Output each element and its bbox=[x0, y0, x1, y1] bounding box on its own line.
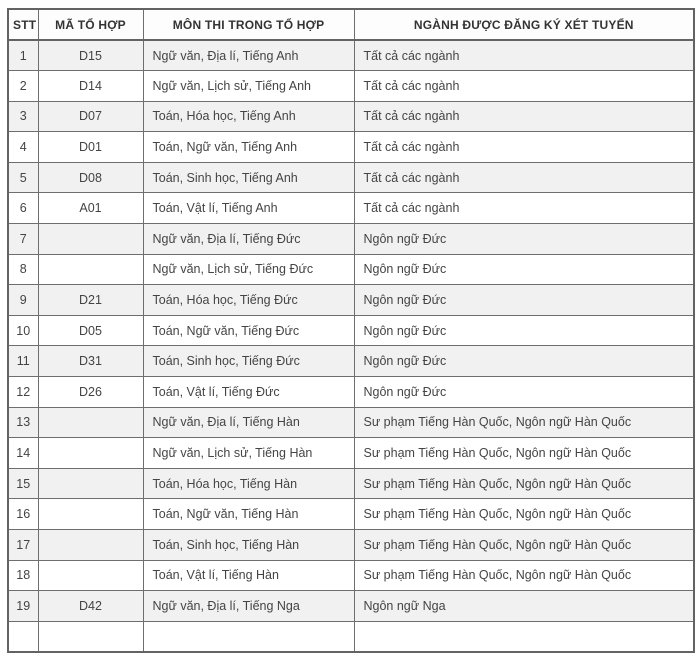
cell-subjects bbox=[143, 621, 354, 652]
cell-majors: Ngôn ngữ Đức bbox=[354, 254, 694, 285]
header-row bbox=[8, 9, 694, 40]
cell-stt: 9 bbox=[8, 285, 38, 316]
cell-subjects: Ngữ văn, Địa lí, Tiếng Nga bbox=[143, 591, 354, 622]
cell-stt: 7 bbox=[8, 224, 38, 255]
cell-combo-code: A01 bbox=[38, 193, 143, 224]
cell-subjects: Ngữ văn, Lịch sử, Tiếng Đức bbox=[143, 254, 354, 285]
cell-combo-code: D08 bbox=[38, 162, 143, 193]
table-row bbox=[8, 315, 694, 346]
table-row bbox=[8, 468, 694, 499]
cell-subjects: Toán, Sinh học, Tiếng Đức bbox=[143, 346, 354, 377]
cell-majors: Tất cả các ngành bbox=[354, 40, 694, 71]
cell-subjects: Ngữ văn, Lịch sử, Tiếng Hàn bbox=[143, 438, 354, 469]
cell-stt: 14 bbox=[8, 438, 38, 469]
cell-combo-code: D01 bbox=[38, 132, 143, 163]
table-row bbox=[8, 591, 694, 622]
cell-majors: Tất cả các ngành bbox=[354, 193, 694, 224]
cell-majors: Sư phạm Tiếng Hàn Quốc, Ngôn ngữ Hàn Quốc bbox=[354, 530, 694, 561]
cell-majors: Sư phạm Tiếng Hàn Quốc, Ngôn ngữ Hàn Quốc bbox=[354, 499, 694, 530]
cell-subjects: Toán, Ngữ văn, Tiếng Hàn bbox=[143, 499, 354, 530]
cell-stt: 17 bbox=[8, 530, 38, 561]
cell-stt: 4 bbox=[8, 132, 38, 163]
col-header-subjects: MÔN THI TRONG TỔ HỢP bbox=[143, 9, 354, 40]
cell-stt bbox=[8, 621, 38, 652]
col-header-majors: NGÀNH ĐƯỢC ĐĂNG KÝ XÉT TUYỂN bbox=[354, 9, 694, 40]
cell-combo-code bbox=[38, 468, 143, 499]
cell-subjects: Toán, Ngữ văn, Tiếng Đức bbox=[143, 315, 354, 346]
cell-stt: 5 bbox=[8, 162, 38, 193]
cell-majors: Tất cả các ngành bbox=[354, 71, 694, 102]
cell-subjects: Toán, Hóa học, Tiếng Đức bbox=[143, 285, 354, 316]
cell-majors: Ngôn ngữ Đức bbox=[354, 377, 694, 408]
cell-stt: 16 bbox=[8, 499, 38, 530]
cell-majors bbox=[354, 621, 694, 652]
cell-combo-code: D14 bbox=[38, 71, 143, 102]
cell-majors: Sư phạm Tiếng Hàn Quốc, Ngôn ngữ Hàn Quốc bbox=[354, 407, 694, 438]
cell-combo-code bbox=[38, 224, 143, 255]
cell-subjects: Ngữ văn, Địa lí, Tiếng Anh bbox=[143, 40, 354, 71]
cell-majors: Ngôn ngữ Đức bbox=[354, 346, 694, 377]
cell-stt: 11 bbox=[8, 346, 38, 377]
cell-stt: 8 bbox=[8, 254, 38, 285]
cell-combo-code: D05 bbox=[38, 315, 143, 346]
table-row bbox=[8, 162, 694, 193]
cell-combo-code: D26 bbox=[38, 377, 143, 408]
cell-majors: Ngôn ngữ Đức bbox=[354, 224, 694, 255]
cell-majors: Sư phạm Tiếng Hàn Quốc, Ngôn ngữ Hàn Quốc bbox=[354, 438, 694, 469]
cell-combo-code bbox=[38, 621, 143, 652]
table-row bbox=[8, 560, 694, 591]
table-row bbox=[8, 193, 694, 224]
cell-combo-code: D42 bbox=[38, 591, 143, 622]
col-header-stt: STT bbox=[8, 9, 38, 40]
cell-subjects: Toán, Sinh học, Tiếng Hàn bbox=[143, 530, 354, 561]
cell-combo-code bbox=[38, 438, 143, 469]
cell-stt: 1 bbox=[8, 40, 38, 71]
cell-combo-code bbox=[38, 499, 143, 530]
cell-combo-code bbox=[38, 530, 143, 561]
table-row bbox=[8, 71, 694, 102]
cell-subjects: Ngữ văn, Địa lí, Tiếng Đức bbox=[143, 224, 354, 255]
cell-subjects: Toán, Vật lí, Tiếng Anh bbox=[143, 193, 354, 224]
cell-subjects: Toán, Vật lí, Tiếng Đức bbox=[143, 377, 354, 408]
admission-combinations-table bbox=[7, 8, 695, 653]
table-row bbox=[8, 407, 694, 438]
cell-combo-code: D21 bbox=[38, 285, 143, 316]
cell-subjects: Toán, Vật lí, Tiếng Hàn bbox=[143, 560, 354, 591]
cell-stt: 6 bbox=[8, 193, 38, 224]
table-row bbox=[8, 254, 694, 285]
cell-majors: Sư phạm Tiếng Hàn Quốc, Ngôn ngữ Hàn Quốc bbox=[354, 560, 694, 591]
cell-majors: Tất cả các ngành bbox=[354, 132, 694, 163]
table-row bbox=[8, 377, 694, 408]
table-row bbox=[8, 40, 694, 71]
table-row bbox=[8, 346, 694, 377]
table-row bbox=[8, 438, 694, 469]
cell-majors: Tất cả các ngành bbox=[354, 101, 694, 132]
cell-stt: 19 bbox=[8, 591, 38, 622]
cell-subjects: Toán, Hóa học, Tiếng Anh bbox=[143, 101, 354, 132]
cell-subjects: Toán, Ngữ văn, Tiếng Anh bbox=[143, 132, 354, 163]
table-row bbox=[8, 285, 694, 316]
cell-stt: 15 bbox=[8, 468, 38, 499]
table-row bbox=[8, 224, 694, 255]
cell-subjects: Toán, Sinh học, Tiếng Anh bbox=[143, 162, 354, 193]
table-body bbox=[8, 40, 694, 652]
cell-stt: 10 bbox=[8, 315, 38, 346]
cell-combo-code bbox=[38, 254, 143, 285]
cell-stt: 13 bbox=[8, 407, 38, 438]
cell-combo-code bbox=[38, 560, 143, 591]
cell-stt: 2 bbox=[8, 71, 38, 102]
cell-subjects: Ngữ văn, Lịch sử, Tiếng Anh bbox=[143, 71, 354, 102]
cell-stt: 3 bbox=[8, 101, 38, 132]
cell-combo-code bbox=[38, 407, 143, 438]
cell-stt: 18 bbox=[8, 560, 38, 591]
cell-majors: Tất cả các ngành bbox=[354, 162, 694, 193]
cell-combo-code: D07 bbox=[38, 101, 143, 132]
cell-combo-code: D15 bbox=[38, 40, 143, 71]
table-row bbox=[8, 499, 694, 530]
table-row bbox=[8, 530, 694, 561]
table-row bbox=[8, 132, 694, 163]
cell-stt: 12 bbox=[8, 377, 38, 408]
cell-combo-code: D31 bbox=[38, 346, 143, 377]
cell-majors: Ngôn ngữ Nga bbox=[354, 591, 694, 622]
cell-majors: Ngôn ngữ Đức bbox=[354, 285, 694, 316]
cell-majors: Sư phạm Tiếng Hàn Quốc, Ngôn ngữ Hàn Quốc bbox=[354, 468, 694, 499]
cell-subjects: Ngữ văn, Địa lí, Tiếng Hàn bbox=[143, 407, 354, 438]
table-row bbox=[8, 621, 694, 652]
cell-majors: Ngôn ngữ Đức bbox=[354, 315, 694, 346]
table-row bbox=[8, 101, 694, 132]
col-header-combo-code: MÃ TỔ HỢP bbox=[38, 9, 143, 40]
cell-subjects: Toán, Hóa học, Tiếng Hàn bbox=[143, 468, 354, 499]
